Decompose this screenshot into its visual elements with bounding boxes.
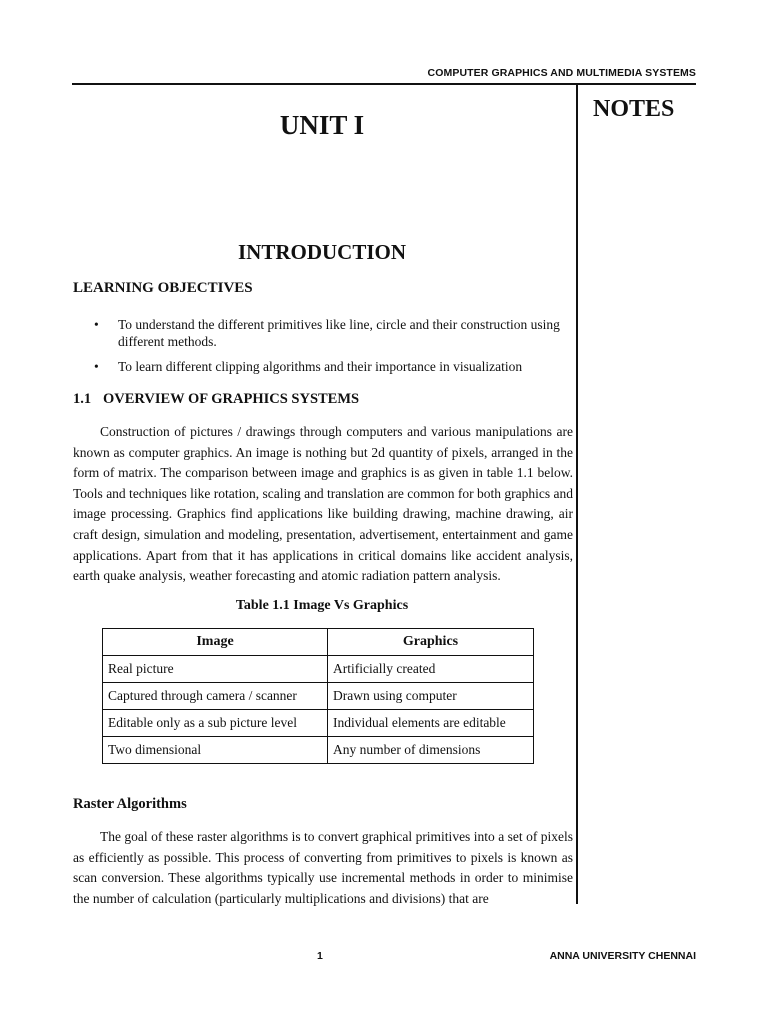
list-item-text: To understand the different primitives like line, circle and their construction using different methods.	[118, 317, 560, 349]
table-row	[103, 710, 534, 737]
table-row	[103, 737, 534, 764]
chapter-title: INTRODUCTION	[237, 240, 407, 264]
comparison-table	[102, 628, 534, 764]
table-cell: Drawn using computer	[328, 683, 534, 710]
list-item	[94, 316, 574, 350]
list-item-text: To learn different clipping algorithms and their importance in visualization	[118, 359, 523, 374]
unit-title: UNIT I	[279, 110, 365, 140]
section-title: OVERVIEW OF GRAPHICS SYSTEMS	[103, 391, 360, 407]
learning-objectives-list	[94, 316, 574, 383]
section-heading	[73, 391, 359, 408]
notes-label: NOTES	[593, 96, 675, 122]
table-header-cell: Image	[103, 629, 328, 656]
subsection-heading: Raster Algorithms	[73, 796, 187, 812]
page-number: 1	[317, 950, 323, 962]
header-rule	[72, 83, 696, 85]
running-header: COMPUTER GRAPHICS AND MULTIMEDIA SYSTEMS	[427, 67, 696, 79]
table-cell: Real picture	[103, 656, 328, 683]
table-cell: Artificially created	[328, 656, 534, 683]
learning-objectives-heading: LEARNING OBJECTIVES	[73, 280, 253, 296]
notes-margin-rule	[576, 84, 578, 904]
subsection-paragraph: The goal of these raster algorithms is to convert graphical primitives into a set of pixels as efficiently as possible. This process of converting from primitives to pixels is known as scan conversion. These algorithms typically use incremental methods in order to minimise the number of calculation (particularly multiplications and divisions) that are	[73, 829, 573, 906]
table-header-row	[103, 629, 534, 656]
table-cell: Individual elements are editable	[328, 710, 534, 737]
table-cell: Any number of dimensions	[328, 737, 534, 764]
table-cell: Two dimensional	[103, 737, 328, 764]
table-cell: Captured through camera / scanner	[103, 683, 328, 710]
table-row	[103, 683, 534, 710]
footer-publisher: ANNA UNIVERSITY CHENNAI	[549, 950, 696, 962]
table-caption: Table 1.1 Image Vs Graphics	[235, 598, 409, 613]
section-number: 1.1	[73, 391, 92, 407]
list-item	[94, 358, 574, 375]
section-paragraph: Construction of pictures / drawings through computers and various manipulations are known as computer graphics. An image is nothing but 2d quantity of pixels, arranged in the form of matrix. The comparison between image and graphics is as given in table 1.1 below. Tools and techniques like rotation, scaling and translation are common for both graphics and image processing. Graphics find applications like building drawing, machine drawing, air craft design, simulation and modeling, presentation, advertisement, entertainment and game applications. Apart from that it has applications in critical domains like accident analysis, earth quake analysis, weather forecasting and atomic radiation pattern analysis.	[73, 424, 573, 584]
table-cell: Editable only as a sub picture level	[103, 710, 328, 737]
bullet-icon: •	[94, 317, 99, 332]
table-row	[103, 656, 534, 683]
table-header-cell: Graphics	[328, 629, 534, 656]
bullet-icon: •	[94, 359, 99, 374]
